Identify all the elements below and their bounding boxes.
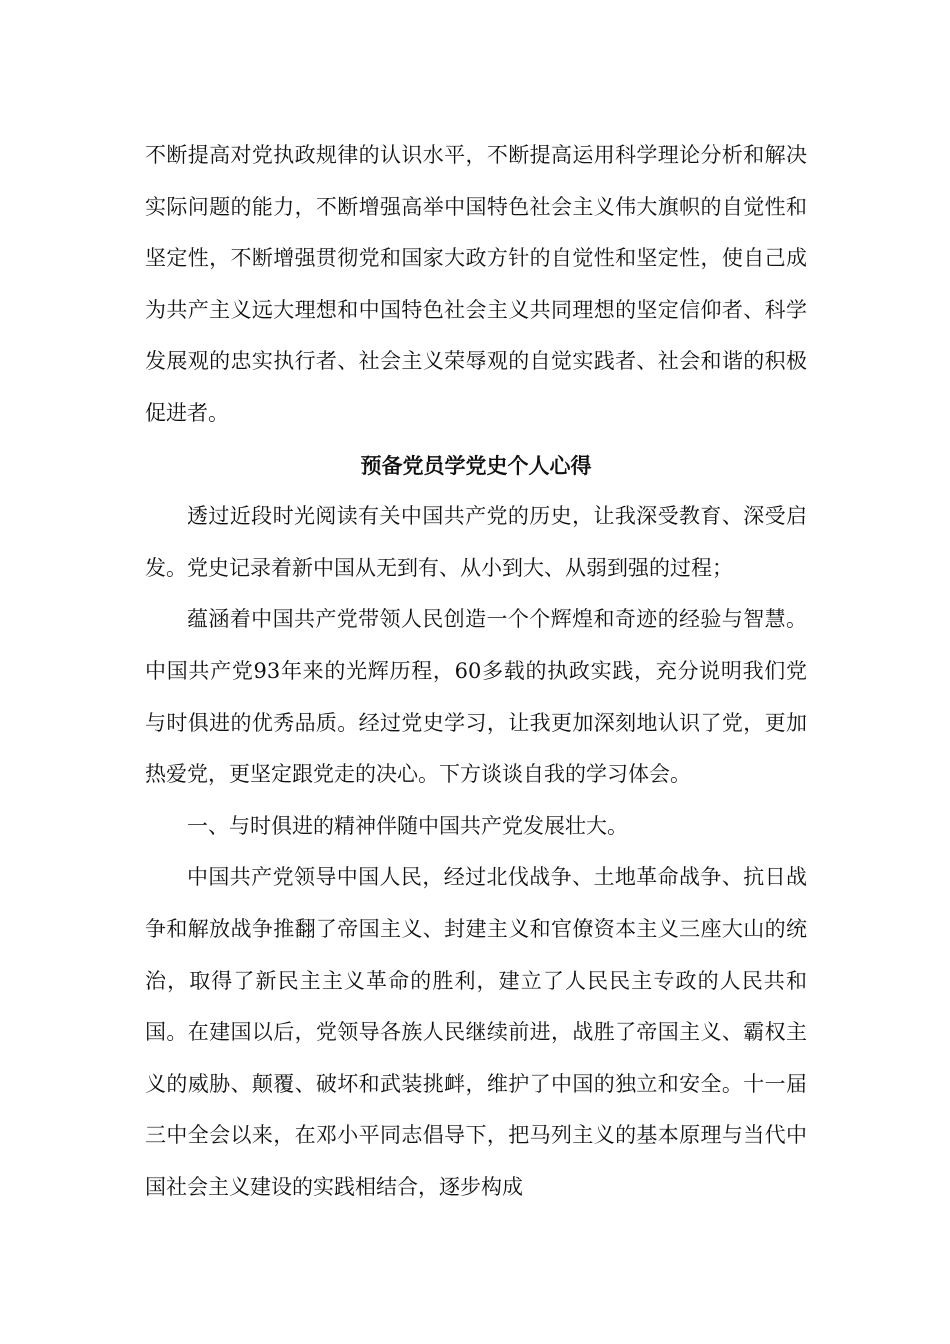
paragraph-history: 中国共产党领导中国人民，经过北伐战争、土地革命战争、抗日战争和解放战争推翻了帝国主义、封建主义和官僚资本主义三座大山的统治，取得了新民主主义革命的胜利，建立了人民民主专政的人民共和国。在建国以后，党领导各族人民继续前进，战胜了帝国主义、霸权主义的威胁、颠覆、破坏和武装挑衅，维护了中国的独立和安全。十一届三中全会以来，在邓小平同志倡导下，把马列主义的基本原理与当代中国社会主义建设的实践相结合，逐步构成	[145, 865, 807, 1199]
section-heading-1: 一、与时俱进的精神伴随中国共产党发展壮大。	[187, 813, 628, 838]
paragraph-experience: 蕴涵着中国共产党带领人民创造一个个辉煌和奇迹的经验与智慧。中国共产党93年来的光辉历程，60多载的执政实践，充分说明我们党与时俱进的优秀品质。经过党史学习，让我更加深刻地认识了党，更加热爱党，更坚定跟党走的决心。下方谈谈自我的学习体会。	[145, 607, 807, 787]
paragraph-continuation: 不断提高对党执政规律的认识水平，不断提高运用科学理论分析和解决实际问题的能力，不断增强高举中国特色社会主义伟大旗帜的自觉性和坚定性，不断增强贯彻党和国家大政方针的自觉性和坚定性，使自己成为共产主义远大理想和中国特色社会主义共同理想的坚定信仰者、科学发展观的忠实执行者、社会主义荣辱观的自觉实践者、社会和谐的积极促进者。	[145, 143, 807, 425]
document-page	[145, 130, 807, 1213]
paragraph-intro: 透过近段时光阅读有关中国共产党的历史，让我深受教育、深受启发。党史记录着新中国从无到有、从小到大、从弱到强的过程；	[145, 504, 807, 580]
document-title: 预备党员学党史个人心得	[360, 452, 592, 478]
